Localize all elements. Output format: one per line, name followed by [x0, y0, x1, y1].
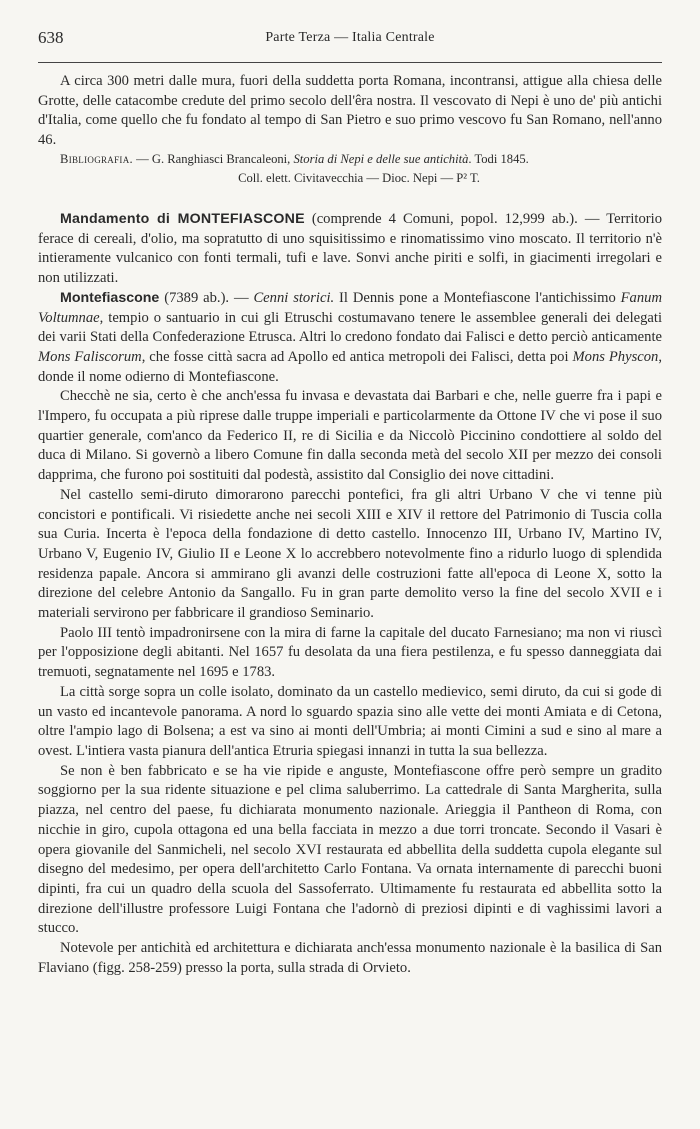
- bibliography-entry: [38, 150, 662, 169]
- page-header: [38, 28, 662, 50]
- paragraph-paolo-iii: Paolo III tentò impadronirsene con la mira di farne la capitale del ducato Farnesiano; ma non vi riuscì per l'opposizione degli abitanti. Nel 1657 fu desolata da una fiera pestilenza, e fu spesso danneggiata dai tremuoti, segnatamente nel 1695 e 1783.: [38, 624, 662, 681]
- paragraph-montefiascone: [38, 289, 662, 388]
- text-run: , donde il nome odierno di Montefiascone.: [38, 348, 662, 385]
- cenni-storici-label: Cenni storici.: [253, 289, 335, 306]
- paragraph-cattedrale: Se non è ben fabbricato e se ha vie ripide e anguste, Montefiascone offre però sempre un gradito soggiorno per la sua ridente situazione e pel clima saluberrimo. La cattedrale di Santa Margherita, sulla piazza, nel centro del paese, fu dichiarata monumento nazionale. Arieggia il Pantheon di Roma, con nicchie in giro, cupola ottagona ed una bella facciata in mezzo a due torri troncate. Secondo il Vasari è opera giovanile del Sanmicheli, nel secolo XVI restaurata ed abbellita della suddetta cupola elegante sul disegno del medesimo, per opera dell'architetto Carlo Fontana. Va ornata internamente di parecchi buoni dipinti, fra cui un quadro della scuola del Sassoferrato. Ultimamente fu restaurata ed abbellita sotto la direzione dell'illustre professore Luigi Fontana che l'adornò di preziosi dipinti e di vaghissimi lavori a stucco.: [38, 762, 662, 937]
- mandamento-name: MONTEFIASCONE: [177, 211, 305, 227]
- page-number: 638: [38, 28, 64, 47]
- town-population: (7389 ab.). —: [159, 289, 254, 306]
- latin-name: Mons Physcon: [572, 348, 659, 365]
- mandamento-heading-prefix: Mandamento di: [60, 211, 178, 227]
- text-run: , tempio o santuario in cui gli Etruschi costumavano tenere le assemblee generali dei delegati dei varii Stati della Confederazione Etrusca. Altri lo credono fondato dai Falisci e detto perciò anticamente: [38, 309, 662, 346]
- bibliography: [38, 150, 662, 188]
- running-title: Parte Terza — Italia Centrale: [265, 30, 435, 45]
- latin-name: Fanum Voltumnae: [38, 289, 662, 326]
- paragraph-mandamento: [38, 210, 662, 289]
- header-rule: [38, 62, 662, 63]
- text-run: Il Dennis pone a Montefiascone l'antichissimo: [334, 289, 621, 306]
- paragraph-text: A circa 300 metri dalle mura, fuori della suddetta porta Romana, incontransi, attigue alla chiesa delle Grotte, delle catacombe credute del primo secolo dell'êra nostra. Il vescovato di Nepi è uno de' più antichi d'Italia, come quello che fu fondato al tempo di San Pietro e suo primo vescovo fu San Romano, nell'anno 46.: [38, 73, 662, 149]
- mandamento-description: (comprende 4 Comuni, popol. 12,999 ab.). — Territorio ferace di cereali, d'olio, ma sopratutto di uno squisitissimo e rinomatissimo vino moscato. Il territorio n'è intieramente vulcanico con fonti termali, tufi e lave. Sonvi anche piriti e solfi, in giacimenti irregolari e non utilizzati.: [38, 211, 662, 287]
- bibliography-place-year: . Todi 1845.: [468, 152, 529, 166]
- paragraph-castello: Nel castello semi-diruto dimorarono parecchi pontefici, fra gli altri Urbano V che vi tenne più concistori e pontificali. Vi risiedette anche nei secoli XIII e XIV il rettore del Patrimonio di Tuscia colla sua Curia. Incerta è l'epoca della fondazione di detto castello. Innocenzo III, Urbano IV, Martino IV, Urbano V, Eugenio IV, Giulio II e Leone X lo accrebbero notevolmente fino a ridurlo luogo di splendida residenza papale. Ancora si ammirano gli avanzi delle costruzioni fatte all'epoca di Leone X, sotto la direzione del celebre Antonio da Sangallo. Fu in gran parte demolito verso la fine del secolo XVII e i materiali servirono per fabbricare il grandioso Seminario.: [38, 486, 662, 622]
- text-run: , che fosse città sacra ad Apollo ed antica metropoli dei Falisci, detta poi: [141, 348, 573, 365]
- paragraph-basilica: Notevole per antichità ed architettura e dichiarata anch'essa monumento nazionale è la basilica di San Flaviano (figg. 258-259) presso la porta, sulla strada di Orvieto.: [38, 940, 662, 976]
- bibliography-author: — G. Ranghiasci Brancaleoni,: [132, 152, 294, 166]
- bibliography-work: Storia di Nepi e delle sue antichità: [293, 152, 469, 166]
- town-name: Montefiascone: [60, 289, 160, 306]
- main-text: [38, 210, 662, 978]
- paragraph-nepi: [38, 72, 662, 151]
- latin-name: Mons Faliscorum: [38, 348, 142, 365]
- bibliography-label: Bibliografia.: [60, 152, 133, 166]
- paragraph-barbari: Checchè ne sia, certo è che anch'essa fu invasa e devastata dai Barbari e che, nelle guerre fra i papi e l'Impero, fu occupata a più riprese dalle truppe imperiali e particolarmente da Ottone IV che vi pose il suo quartier generale, com'anco da Federico II, re di Sicilia e da Niccolò Piccinino condottiere al soldo del duca di Milano. Si governò a libero Comune fin dalla seconda metà del secolo XII per mezzo dei consoli dapprima, che furono poi sostituiti dal podestà, assistito dal Consiglio dei nove cittadini.: [38, 388, 662, 484]
- paragraph-citta: La città sorge sopra un colle isolato, dominato da un castello medievico, semi diruto, da cui si gode di un vasto ed incantevole panorama. A nord lo sguardo spazia sino alle vette dei monti Amiata e di Cetona, oltre l'ampio lago di Bolsena; a est va sino ai monti dell'Umbria; ai monti Cimini a sud e sino al mare a ovest. L'intiera vasta pianura dell'antica Etruria spiegasi innanzi in tutta la sua bellezza.: [38, 683, 662, 759]
- collegio-line: Coll. elett. Civitavecchia — Dioc. Nepi — P² T.: [238, 171, 480, 185]
